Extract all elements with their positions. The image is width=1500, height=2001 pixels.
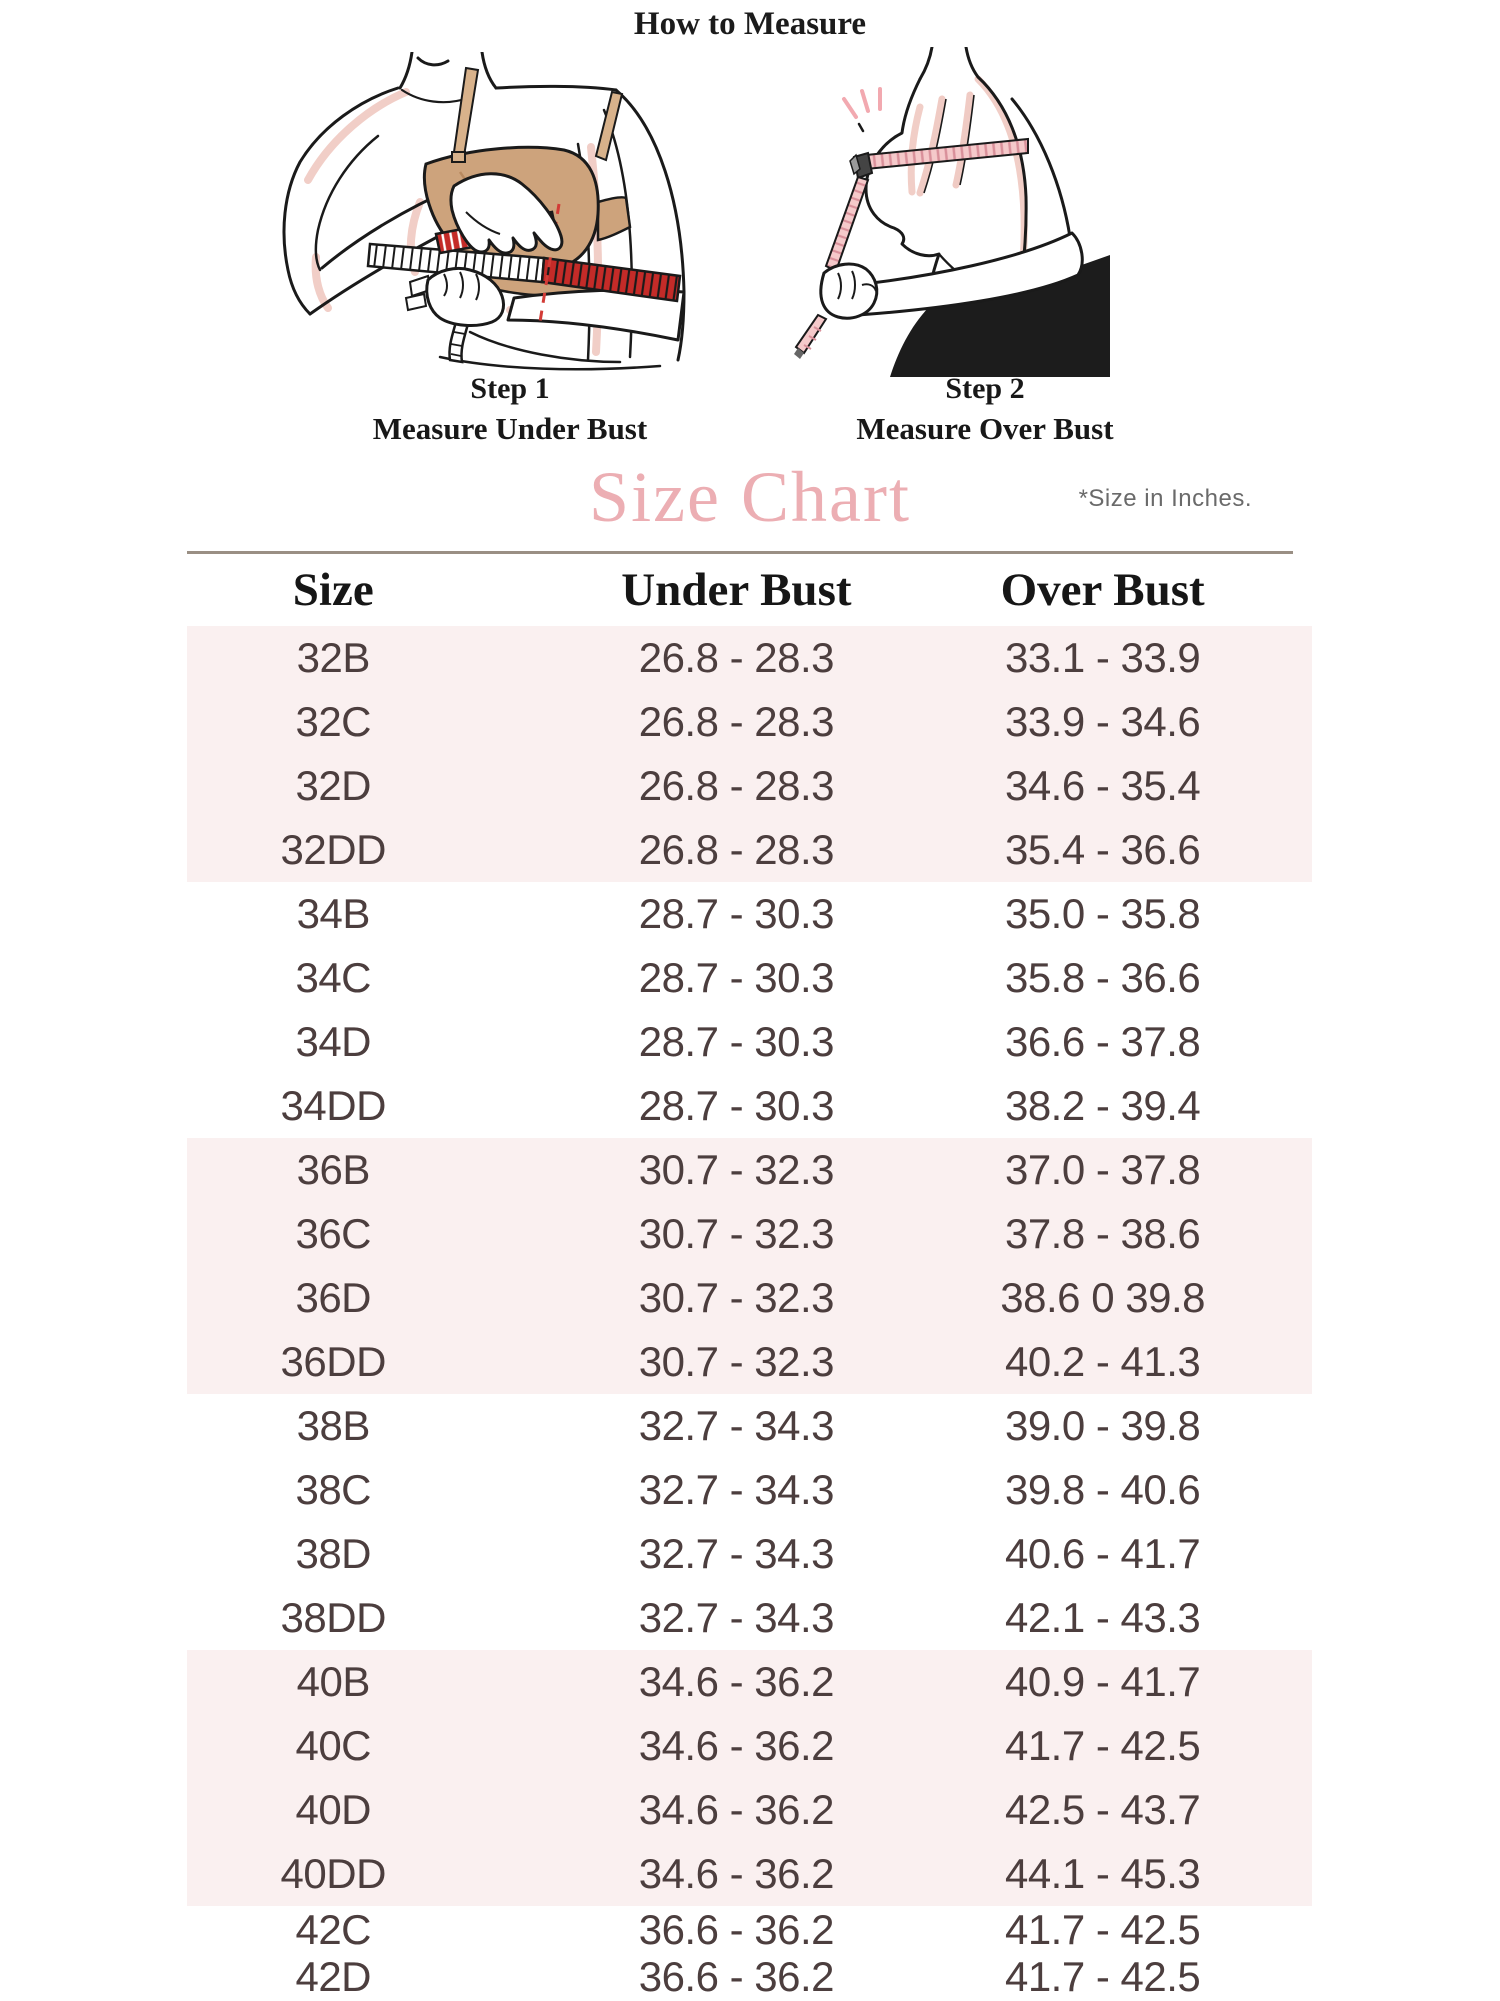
table-row	[187, 1714, 1312, 1778]
over-bust-cell: 36.6 - 37.8	[1004, 1018, 1201, 1065]
under-bust-cell: 30.7 - 32.3	[638, 1338, 835, 1385]
table-row	[187, 1202, 1312, 1266]
over-bust-cell: 39.8 - 40.6	[1004, 1466, 1201, 1513]
table-row	[187, 882, 1312, 946]
size-cell: 32D	[295, 762, 372, 809]
step1-illustration	[230, 52, 790, 377]
under-bust-cell: 28.7 - 30.3	[638, 1082, 835, 1129]
over-bust-cell: 44.1 - 45.3	[1004, 1850, 1201, 1897]
under-bust-cell: 32.7 - 34.3	[638, 1530, 835, 1577]
table-row	[187, 1266, 1312, 1330]
size-cell: 40D	[295, 1786, 372, 1833]
size-cell: 36B	[296, 1146, 370, 1193]
size-table	[187, 554, 1312, 2000]
table-row	[187, 1522, 1312, 1586]
measure-over-bust-drawing	[770, 47, 1110, 377]
under-bust-cell: 34.6 - 36.2	[638, 1786, 835, 1833]
under-bust-cell: 28.7 - 30.3	[638, 890, 835, 937]
tape-over-bust	[826, 139, 1028, 271]
size-chart-title: Size Chart	[589, 457, 911, 537]
step2-description: Measure Over Bust	[856, 410, 1114, 446]
step1-description: Measure Under Bust	[372, 410, 648, 446]
under-bust-cell: 36.6 - 36.2	[638, 1906, 835, 1953]
under-bust-cell: 26.8 - 28.3	[638, 634, 835, 681]
table-row	[187, 626, 1312, 690]
step1-label: Step 1	[470, 372, 550, 405]
size-cell: 34DD	[280, 1082, 386, 1129]
over-bust-cell: 34.6 - 35.4	[1004, 762, 1201, 809]
under-bust-cell: 28.7 - 30.3	[638, 954, 835, 1001]
table-row	[187, 1074, 1312, 1138]
under-bust-cell: 28.7 - 30.3	[638, 1018, 835, 1065]
under-bust-cell: 36.6 - 36.2	[638, 1953, 835, 2000]
how-to-measure-figures	[0, 43, 1500, 453]
step2-caption	[755, 370, 1215, 449]
size-table-body	[187, 626, 1312, 2000]
size-cell: 32DD	[280, 826, 386, 873]
strap-adjuster	[452, 152, 465, 162]
over-bust-cell: 37.0 - 37.8	[1004, 1146, 1201, 1193]
table-row	[187, 1010, 1312, 1074]
column-header-size: Size	[292, 564, 374, 616]
under-bust-cell: 26.8 - 28.3	[638, 762, 835, 809]
snug-fit-accent-marks	[844, 89, 880, 117]
table-row	[187, 1458, 1312, 1522]
size-cell: 40C	[295, 1722, 372, 1769]
over-bust-cell: 41.7 - 42.5	[1004, 1953, 1201, 2000]
step1-caption	[230, 370, 790, 449]
page-title: How to Measure	[633, 6, 867, 42]
size-cell: 32C	[295, 698, 372, 745]
over-bust-cell: 35.8 - 36.6	[1004, 954, 1201, 1001]
under-bust-cell: 26.8 - 28.3	[638, 698, 835, 745]
table-row	[187, 1953, 1312, 2000]
over-bust-cell: 42.5 - 43.7	[1004, 1786, 1201, 1833]
table-row	[187, 1842, 1312, 1906]
table-row	[187, 1586, 1312, 1650]
size-cell: 38C	[295, 1466, 372, 1513]
cami-straps	[920, 95, 974, 193]
tape-loose-end	[794, 315, 826, 359]
size-cell: 32B	[296, 634, 370, 681]
size-cell: 36C	[295, 1210, 372, 1257]
size-cell: 38D	[295, 1530, 372, 1577]
step2-label: Step 2	[945, 372, 1025, 405]
over-bust-cell: 33.9 - 34.6	[1004, 698, 1201, 745]
size-cell: 36D	[295, 1274, 372, 1321]
table-row	[187, 1330, 1312, 1394]
size-cell: 42D	[295, 1953, 372, 2000]
under-bust-cell: 30.7 - 32.3	[638, 1210, 835, 1257]
size-cell: 38DD	[280, 1594, 386, 1641]
over-bust-cell: 35.0 - 35.8	[1004, 890, 1201, 937]
over-bust-cell: 41.7 - 42.5	[1004, 1722, 1201, 1769]
size-in-inches-note: *Size in Inches.	[1078, 485, 1252, 512]
under-bust-cell: 26.8 - 28.3	[638, 826, 835, 873]
under-bust-cell: 34.6 - 36.2	[638, 1658, 835, 1705]
over-bust-cell: 40.6 - 41.7	[1004, 1530, 1201, 1577]
column-header-over-bust: Over Bust	[1000, 564, 1205, 616]
size-cell: 38B	[296, 1402, 370, 1449]
size-chart-header	[0, 453, 1500, 547]
under-bust-cell: 32.7 - 34.3	[638, 1594, 835, 1641]
table-row	[187, 690, 1312, 754]
table-row	[187, 1650, 1312, 1714]
size-cell: 34C	[295, 954, 372, 1001]
gripping-hand	[821, 264, 877, 318]
table-row	[187, 1778, 1312, 1842]
under-bust-cell: 30.7 - 32.3	[638, 1274, 835, 1321]
table-row	[187, 818, 1312, 882]
under-bust-cell: 30.7 - 32.3	[638, 1146, 835, 1193]
over-bust-cell: 40.9 - 41.7	[1004, 1658, 1201, 1705]
table-row	[187, 1394, 1312, 1458]
table-row	[187, 1138, 1312, 1202]
under-bust-cell: 34.6 - 36.2	[638, 1722, 835, 1769]
size-cell: 40DD	[280, 1850, 386, 1897]
table-row	[187, 1906, 1312, 1953]
measure-under-bust-drawing	[260, 52, 760, 372]
size-cell: 42C	[295, 1906, 372, 1953]
under-bust-cell: 32.7 - 34.3	[638, 1466, 835, 1513]
column-header-under-bust: Under Bust	[621, 564, 852, 616]
size-cell: 40B	[296, 1658, 370, 1705]
table-header-row	[187, 554, 1312, 626]
over-bust-cell: 35.4 - 36.6	[1004, 826, 1201, 873]
under-bust-cell: 32.7 - 34.3	[638, 1402, 835, 1449]
over-bust-cell: 41.7 - 42.5	[1004, 1906, 1201, 1953]
bra-side-band	[598, 197, 630, 240]
table-row	[187, 946, 1312, 1010]
size-cell: 34D	[295, 1018, 372, 1065]
over-bust-cell: 39.0 - 39.8	[1004, 1402, 1201, 1449]
under-bust-cell: 34.6 - 36.2	[638, 1850, 835, 1897]
size-cell: 34B	[296, 890, 370, 937]
over-bust-cell: 37.8 - 38.6	[1004, 1210, 1201, 1257]
fist-hand	[406, 268, 504, 362]
over-bust-cell: 40.2 - 41.3	[1004, 1338, 1201, 1385]
over-bust-cell: 33.1 - 33.9	[1004, 634, 1201, 681]
size-cell: 36DD	[280, 1338, 386, 1385]
bra-strap-left	[454, 68, 478, 156]
over-bust-cell: 42.1 - 43.3	[1004, 1594, 1201, 1641]
table-row	[187, 754, 1312, 818]
over-bust-cell: 38.6 0 39.8	[1000, 1274, 1205, 1321]
over-bust-cell: 38.2 - 39.4	[1004, 1082, 1201, 1129]
